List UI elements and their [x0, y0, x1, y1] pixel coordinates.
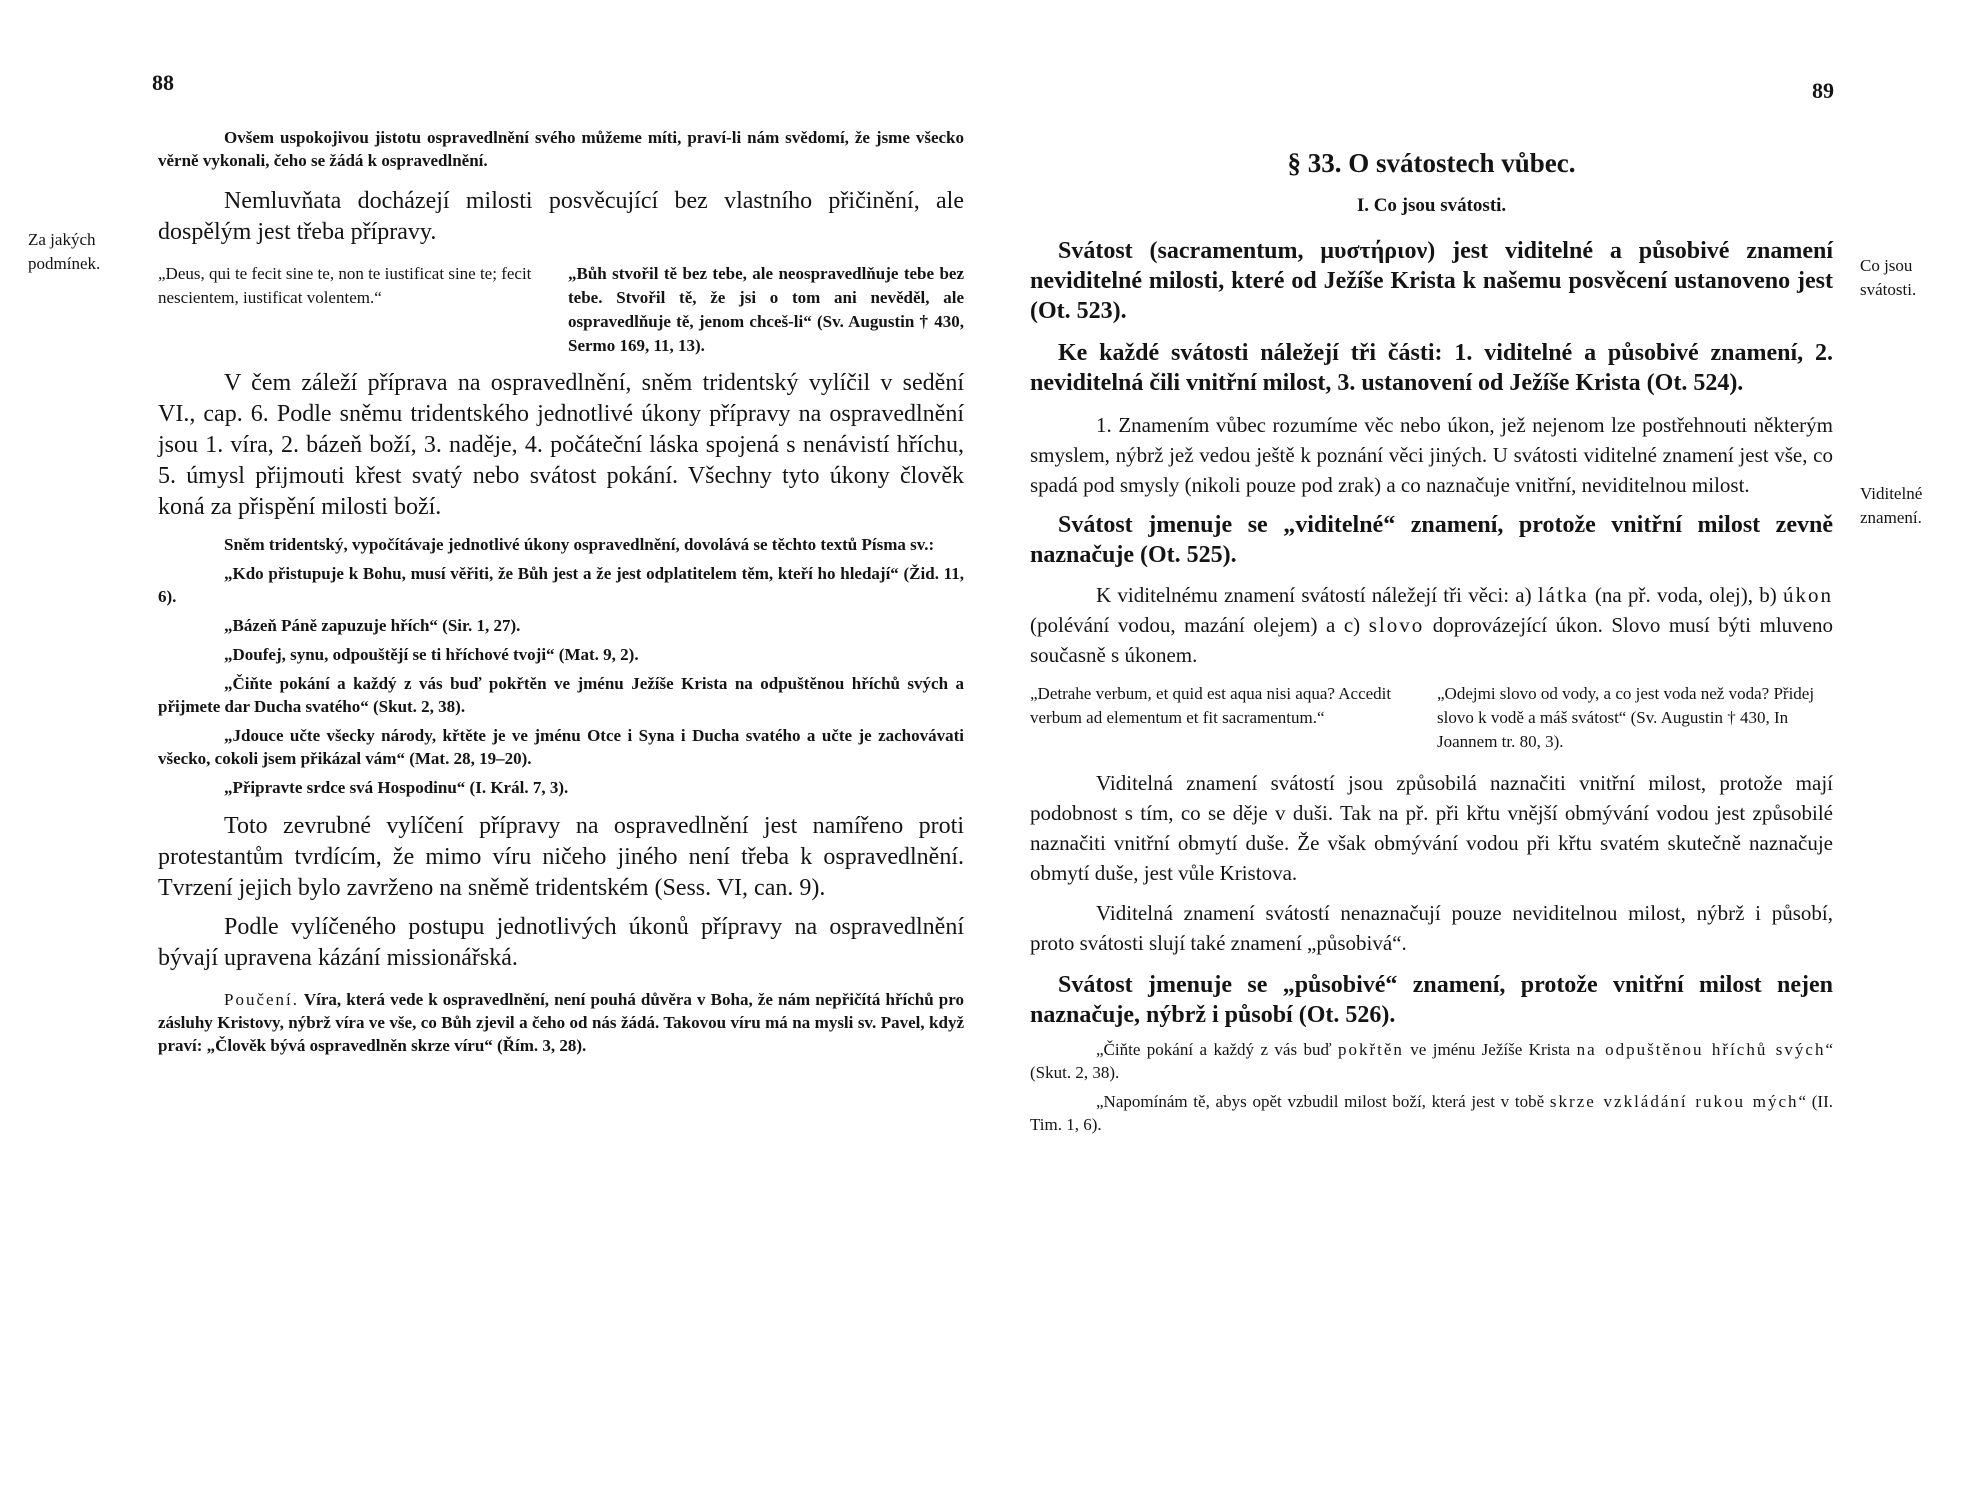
definition: Ke každé svátosti náležejí tři části: 1. viditelné a působivé znamení, 2. neviditelná čili vnitřní milost, 3. ustanovení od Ježíše Krista (Ot. 524). — [1030, 340, 1833, 396]
scripture-quote: „Jdouce učte všecky národy, křtěte je ve jménu Otce i Syna i Ducha svatého a učte je zachovávati všecko, cokoli jsem přikázal vám“ (Mat. 28, 19–20). — [158, 726, 964, 768]
quote-pair — [1030, 682, 1833, 754]
paragraph: Viditelná znamení svátostí nenaznačují pouze neviditelnou milost, nýbrž i působí, proto svátosti slují také znamení „působivá“. — [1030, 901, 1833, 955]
margin-note: Viditelné znamení. — [1860, 484, 1923, 527]
quote-pair — [158, 262, 964, 358]
definition: Svátost jmenuje se „působivé“ znamení, protože vnitřní milost nejen naznačuje, nýbrž i působí (Ot. 526). — [1030, 972, 1833, 1028]
scripture-quote: „Čiňte pokání a každý z vás buď pokřtěn ve jménu Ježíše Krista na odpuštěnou hříchů svých a přijmete dar Ducha svatého“ (Skut. 2, 38). — [158, 674, 964, 716]
paragraph: Nemluvňata docházejí milosti posvěcující bez vlastního přičinění, ale dospělým jest třeba přípravy. — [158, 188, 964, 245]
text-run: “ (Skut. 2, 38). — [1030, 1040, 1833, 1082]
scripture-quote: „Bázeň Páně zapuzuje hřích“ (Sir. 1, 27). — [224, 616, 521, 635]
paragraph: 1. Znamením vůbec rozumíme věc nebo úkon, jež nejenom lze postřehnouti některým smyslem, nýbrž jež vedou ještě k poznání věci jiných. U svátosti viditelné znamení jest vše, co spadá pod smysly (nikoli pouze pod zrak) a co naznačuje vnitřní, neviditelnou milost. — [1030, 413, 1833, 497]
text-run: ve jménu Ježíše Krista — [1403, 1040, 1577, 1059]
text-run: K viditelnému znamení svátostí náležejí tři věci: a) — [1096, 583, 1538, 607]
paragraph: Ovšem uspokojivou jistotu ospravedlnění svého můžeme míti, praví-li nám svědomí, že jsme všecko věrně vykonali, čeho se žádá k ospravedlnění. — [158, 128, 964, 170]
paragraph: V čem záleží příprava na ospravedlnění, sněm tridentský vylíčil v sedění VI., cap. 6. Podle sněmu tridentského jednotlivé úkony přípravy na ospravedlnění jsou 1. víra, 2. bázeň boží, 3. naděje, 4. počáteční láska spojená s nenávistí hříchu, 5. úmysl přijmouti křest svatý nebo svátost pokání. Všechny tyto úkony člověk koná za přispění milosti boží. — [158, 370, 964, 520]
quote-latin: „Deus, qui te fecit sine te, non te iustificat sine te; fecit nescientem, iustificat volentem.“ — [158, 264, 532, 307]
page-number: 88 — [152, 70, 174, 95]
margin-note: Za jakých podmínek. — [28, 230, 101, 273]
margin-note: Co jsou svátosti. — [1860, 256, 1917, 299]
scripture-quote: „Doufej, synu, odpouštějí se ti hříchové tvoji“ (Mat. 9, 2). — [224, 645, 639, 664]
text-run: „Napomínám tě, abys opět vzbudil milost boží, která jest v tobě — [1096, 1092, 1550, 1111]
definition: Svátost (sacramentum, μυστήριον) jest viditelné a působivé znamení neviditelné milosti, které od Ježíše Krista k našemu posvěcení ustanoveno jest (Ot. 523). — [1030, 238, 1833, 324]
paragraph — [1030, 580, 1833, 670]
scripture-quote: „Připravte srdce svá Hospodinu“ (I. Král. 7, 3). — [224, 778, 569, 797]
paragraph: Podle vylíčeného postupu jednotlivých úkonů přípravy na ospravedlnění bývají upravena kázání missionářská. — [158, 914, 964, 971]
text-run: „Čiňte pokání a každý z vás buď — [1096, 1040, 1338, 1059]
text-run: (polévání vodou, mazání olejem) a c) — [1030, 613, 1369, 637]
text-run: “ (II. Tim. 1, 6). — [1030, 1092, 1834, 1134]
right-text-column — [1030, 146, 1833, 1136]
quote-czech: „Bůh stvořil tě bez tebe, ale neospravedlňuje tebe bez tebe. Stvořil tě, že jsi o tom ani nevěděl, ale ospravedlňuje tě, jenom chceš-li“ (Sv. Augustin † 430, Sermo 169, 11, 13). — [568, 264, 964, 355]
scripture-quote — [1030, 1090, 1833, 1136]
spaced-term: úkon — [1783, 583, 1833, 607]
pouceni-text: Víra, která vede k ospravedlnění, není pouhá důvěra v Boha, že nám nepřičítá hříchů pro zásluhy Kristovy, nýbrž víra ve vše, co Bůh zjevil a čeho od nás žádá. Takovou víru má na mysli sv. Pavel, když praví: „Člověk bývá ospravedlněn skrze víru“ (Řím. 3, 28). — [158, 990, 964, 1055]
spaced-term: látka — [1537, 583, 1589, 607]
paragraph: Sněm tridentský, vypočítávaje jednotlivé úkony ospravedlnění, dovolává se těchto textů Písma sv.: — [224, 535, 935, 554]
pouceni-paragraph — [158, 988, 964, 1057]
quote-latin: „Detrahe verbum, et quid est aqua nisi aqua? Accedit verbum ad elementum et fit sacramentum.“ — [1030, 684, 1392, 727]
scripture-quote: „Kdo přistupuje k Bohu, musí věřiti, že Bůh jest a že jest odplatitelem těm, kteří ho hledají“ (Žid. 11, 6). — [158, 564, 964, 606]
text-run: (na př. voda, olej), b) — [1588, 583, 1783, 607]
left-text-column — [158, 126, 964, 1057]
paragraph: Viditelná znamení svátostí jsou způsobilá naznačiti vnitřní milost, protože mají podobnost s tím, co se děje v duši. Tak na př. při křtu vnější obmývání vodou jest způsobilé naznačiti vnitřní obmytí duše. Že však obmývání vodou při křtu svatém skutečně naznačuje obmytí duše, jest vůle Kristova. — [1030, 771, 1833, 885]
pouceni-label: Poučení. — [224, 990, 300, 1009]
text-run: doprovázející úkon. Slovo musí býti mluveno současně s úkonem. — [1030, 613, 1833, 667]
quote-czech: „Odejmi slovo od vody, a co jest voda než voda? Přidej slovo k vodě a máš svátost“ (Sv. Augustin † 430, In Joannem tr. 80, 3). — [1437, 684, 1815, 751]
page-number: 89 — [1812, 78, 1834, 103]
spaced-term: skrze vzkládání rukou mých — [1549, 1092, 1799, 1111]
spaced-term: slovo — [1368, 613, 1425, 637]
paragraph: Toto zevrubné vylíčení přípravy na ospravedlnění jest namířeno proti protestantům tvrdícím, že mimo víru ničeho jiného není třeba k ospravedlnění. Tvrzení jejich bylo zavrženo na sněmě tridentském (Sess. VI, can. 9). — [158, 813, 964, 901]
right-page — [990, 0, 1980, 1500]
subsection-title: I. Co jsou svátosti. — [1356, 195, 1507, 216]
definition: Svátost jmenuje se „viditelné“ znamení, protože vnitřní milost zevně naznačuje (Ot. 525). — [1030, 512, 1833, 568]
scripture-quote — [1030, 1038, 1833, 1084]
spaced-term: pokřtěn — [1337, 1040, 1404, 1059]
section-title: § 33. O svátostech vůbec. — [1287, 148, 1576, 178]
spaced-term: na odpuštěnou hříchů svých — [1576, 1040, 1826, 1059]
